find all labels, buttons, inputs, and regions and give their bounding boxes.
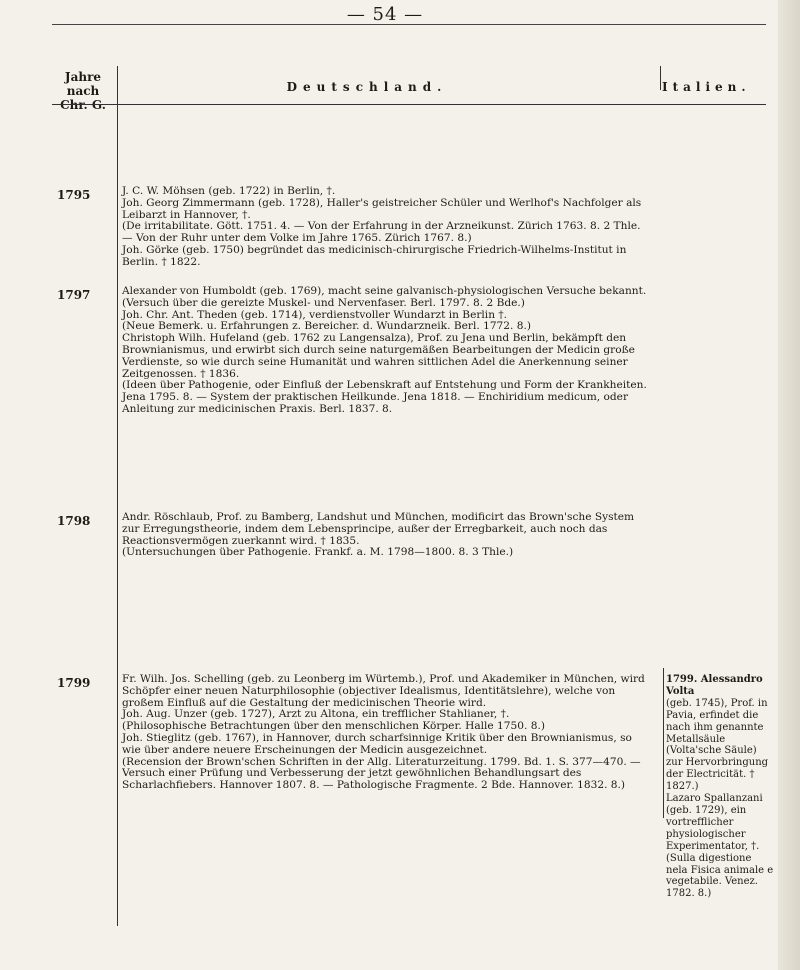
entry-text: Joh. Chr. Ant. Theden (geb. 1714), verdienstvoller Wundarzt in Berlin †. [122, 308, 508, 321]
italy-entry-title: 1799. Alessandro Volta [666, 674, 763, 697]
entry-citation: (Neue Bemerk. u. Erfahrungen z. Bereicher. d. Wundarzneik. Berl. 1772. 8.) [122, 320, 532, 333]
header-rule [52, 104, 766, 105]
entry-citation: (Untersuchungen über Pathogenie. Frankf. a. M. 1798—1800. 8. 3 Thle.) [122, 546, 514, 559]
entry-citation: (Ideen über Pathogenie, oder Einfluß der Lebenskraft auf Entstehung und Form der Krankheiten. Jena 1795. 8. — System der praktischen Heilkunde. Jena 1818. — Enchiridium medicum, oder Anleitung zur medicinischen Praxis. Berl. 1837. 8. [122, 379, 647, 415]
entry-text: Joh. Stieglitz (geb. 1767), in Hannover, durch scharfsinnige Kritik über den Brownianismus, so wie über andere neuere Erscheinungen der Medicin ausgezeichnet. [122, 731, 632, 756]
entry-text: Fr. Wilh. Jos. Schelling (geb. zu Leonberg im Würtemb.), Prof. und Akademiker in München, wird Schöpfer einer neuen Naturphilosophie (objectiver Idealismus, Identitätslehre), welche von großem Einfluß auf die Gestaltung der medicinischen Theorie wird. [122, 673, 645, 709]
entry-text: Alexander von Humboldt (geb. 1769), macht seine galvanisch-physiologischen Versuche bekannt. [122, 285, 647, 297]
page-number: — 54 — [346, 4, 424, 25]
italy-entry-text: (geb. 1745), Prof. in Pavia, erfindet die nach ihm genannte Metallsäule (Volta'sche Säule) zur Hervorbringung der Electricität. † 1827.) [666, 697, 769, 793]
column-divider-italy [663, 668, 664, 818]
entry-1798 [122, 512, 652, 559]
entry-text: Joh. Aug. Unzer (geb. 1727), Arzt zu Altona, ein trefflicher Stahlianer, †. [122, 708, 510, 721]
entry-1797 [122, 286, 652, 416]
entry-citation: (Philosophische Betrachtungen über den menschlichen Körper. Halle 1750. 8.) [122, 720, 545, 733]
column-divider-italy-header [660, 66, 661, 90]
year-1798: 1798 [57, 514, 91, 528]
entry-text: J. C. W. Möhsen (geb. 1722) in Berlin, †. [122, 185, 336, 197]
entry-citation: (Versuch über die gereizte Muskel- und Nervenfaser. Berl. 1797. 8. 2 Bde.) [122, 296, 525, 309]
table-header [52, 66, 766, 112]
italy-entry-citation: (Sulla digestione nela Fisica animale e vegetabile. Venez. 1782. 8.) [666, 852, 774, 900]
header-germany-column: Deutschland. [286, 80, 448, 94]
header-year-column: Jahre nach Chr. G. [60, 70, 106, 112]
year-1795: 1795 [57, 188, 91, 202]
year-1797: 1797 [57, 288, 91, 302]
entry-text: Christoph Wilh. Hufeland (geb. 1762 zu Langensalza), Prof. zu Jena und Berlin, bekämpft den Brownianismus, und erwirbt sich durch seine naturgemäßen Bearbeitungen der Medicin große Verdienste, so wie durch seine Humanität und wahren sittlichen Adel die Anerkennung seiner Zeitgenossen. † 1836. [122, 332, 635, 380]
entry-text: Joh. Georg Zimmermann (geb. 1728), Haller's geistreicher Schüler und Werlhof's Nachfolger als Leibarzt in Hannover, †. [122, 196, 642, 221]
entry-1799 [122, 674, 652, 792]
page-edge [778, 0, 800, 970]
year-1799: 1799 [57, 676, 91, 690]
italy-entry-1799 [666, 674, 776, 900]
entry-text: Andr. Röschlaub, Prof. zu Bamberg, Landshut und München, modificirt das Brown'sche System zur Erregungstheorie, indem dem Lebensprincipe, außer der Erregbarkeit, auch noch das Reactionsvermögen zuerkannt wird. † 1835. [122, 511, 635, 547]
column-divider-year [117, 66, 118, 926]
entry-citation: (Recension der Brown'schen Schriften in der Allg. Literaturzeitung. 1799. Bd. 1. S. 377—470. — Versuch einer Prüfung und Verbesserung der jetzt gewöhnlichen Behandlungsart des Scharlachfiebers. Hannover 1807. 8. — Pathologische Fragmente. 2 Bde. Hannover. 1832. 8.) [122, 755, 641, 792]
header-italy-column: Italien. [662, 80, 751, 94]
entry-text: Joh. Görke (geb. 1750) begründet das medicinisch-chirurgische Friedrich-Wilhelms-Institut in Berlin. † 1822. [122, 243, 627, 268]
entry-citation: (De irritabilitate. Gött. 1751. 4. — Von der Erfahrung in der Arzneikunst. Zürich 1763. 8. 2 Thle. — Von der Ruhr unter dem Volke im Jahre 1765. Zürich 1767. 8.) [122, 220, 641, 245]
entry-1795 [122, 186, 652, 269]
italy-entry-text: Lazaro Spallanzani (geb. 1729), ein vortrefflicher physiologischer Experimentator, †. [666, 793, 763, 852]
top-rule [52, 24, 766, 25]
